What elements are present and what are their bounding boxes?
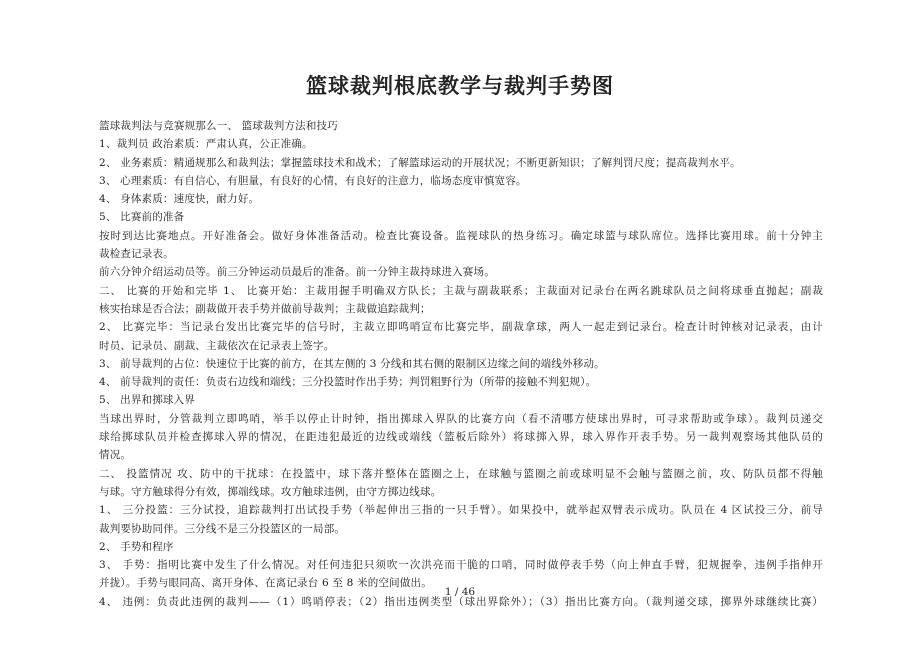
document-body <box>99 117 823 611</box>
text-line: 5、 比赛前的准备 <box>99 211 185 224</box>
page-number: 1 / 46 <box>444 586 476 598</box>
text-line: 2、 业务素质：精通规那么和裁判法；掌握篮球技术和战术；了解篮球运动的开展状况；不断更新知识；了解判罚尺度；提高裁判水平。 <box>99 156 741 169</box>
text-line: 裁判要协助同伴。三分线不是三分投篮区的一局部。 <box>99 522 346 535</box>
text-line: 5、 出界和掷球入界 <box>99 394 196 407</box>
text-line: 2、 手势和程序 <box>99 540 174 553</box>
text-line: 按时到达比赛地点。开好准备会。做好身体准备活动。检查比赛设备。监视球队的热身练习。确定球篮与球队席位。选择比赛用球。前十分钟主 <box>99 229 823 242</box>
text-line: 2、 比赛完毕：当记录台发出比赛完毕的信号时，主裁立即鸣哨宣布比赛完毕，副裁拿球，两人一起走到记录台。检查计时钟核对记录表，由计 <box>99 321 823 334</box>
text-line: 3、 心理素质：有自信心，有胆量，有良好的心情，有良好的注意力，临场态度审慎宽容。 <box>99 174 527 187</box>
text-line: 球给掷球队员并检查掷球入界的情况，在距违犯最近的边线或端线（篮板后除外）将球掷入界，球入界作开表手势。另一裁判观察场其他队员的 <box>99 431 823 444</box>
text-line: 4、 前导裁判的责任：负责右边线和端线；三分投篮时作出手势；判罚粗野行为（所带的接触不判犯规）。 <box>99 376 597 389</box>
text-line: 篮球裁判法与竞赛规那么一、 篮球裁判方法和技巧 <box>99 120 338 132</box>
text-line: 前六分钟介绍运动员等。前三分钟运动员最后的准备。前一分钟主裁持球进入赛场。 <box>99 266 495 279</box>
text-line: 当球出界时，分管裁判立即鸣哨，举手以停止计时钟，指出掷球入界队的比赛方向（看不清哪方使球出界时，可寻求帮助或争球）。裁判员递交 <box>99 412 823 425</box>
text-line: 1、裁判员 政治素质：严肃认真，公正准确。 <box>99 138 313 151</box>
text-line: 与球。守方触球得分有效，掷端线球。攻方触球违例，由守方掷边线球。 <box>99 485 442 498</box>
page-title: 篮球裁判根底教学与裁判手势图 <box>306 73 614 98</box>
text-line: 核实抬球是否合法；副裁做开表手势并做前导裁判；主裁做追踪裁判； <box>99 302 431 315</box>
text-line: 4、 违例：负责此违例的裁判——（1）鸣哨停表；（2）指出违例类型（球出界除外）；（3）指出比赛方向。（裁判递交球，掷界外球继续比赛） <box>99 595 823 608</box>
text-line: 并拢）。手势与眼同高、离开身体、在离记录台 6 至 8 米的空间做出。 <box>99 577 432 590</box>
text-line: 3、 手势：指明比赛中发生了什么情况。对任何违犯只须吹一次洪亮而干脆的口哨，同时做停表手势（向上伸直手臂，犯规握拳，违例手指伸开 <box>99 559 823 572</box>
text-line: 时员、记录员、副裁、主裁依次在记录表上签字。 <box>99 339 335 352</box>
text-line: 3、 前导裁判的占位：快速位于比赛的前方，在其左侧的 3 分线和其右侧的限制区边缘之间的端线外移动。 <box>99 357 605 370</box>
text-line: 二、 比赛的开始和完毕 1、 比赛开始：主裁用握手明确双方队长；主裁与副裁联系；主裁面对记录台在两名跳球队员之间将球垂直抛起；副裁 <box>99 284 823 297</box>
text-line: 4、 身体素质：速度快，耐力好。 <box>99 193 260 206</box>
text-line: 情况。 <box>99 449 132 462</box>
text-line: 1、 三分投篮：三分试投，追踪裁判打出试投手势（举起伸出三指的一只手臂）。如果投中，就举起双臂表示成功。队员在 4 区试投三分，前导 <box>99 504 823 517</box>
text-line: 二、 投篮情况 攻、防中的干扰球：在投篮中，球下落并整体在篮圈之上，在球触与篮圈之前或球明显不会触与篮圈之前，攻、防队员都不得触 <box>99 467 823 480</box>
text-line: 裁检查记录表。 <box>99 248 174 261</box>
